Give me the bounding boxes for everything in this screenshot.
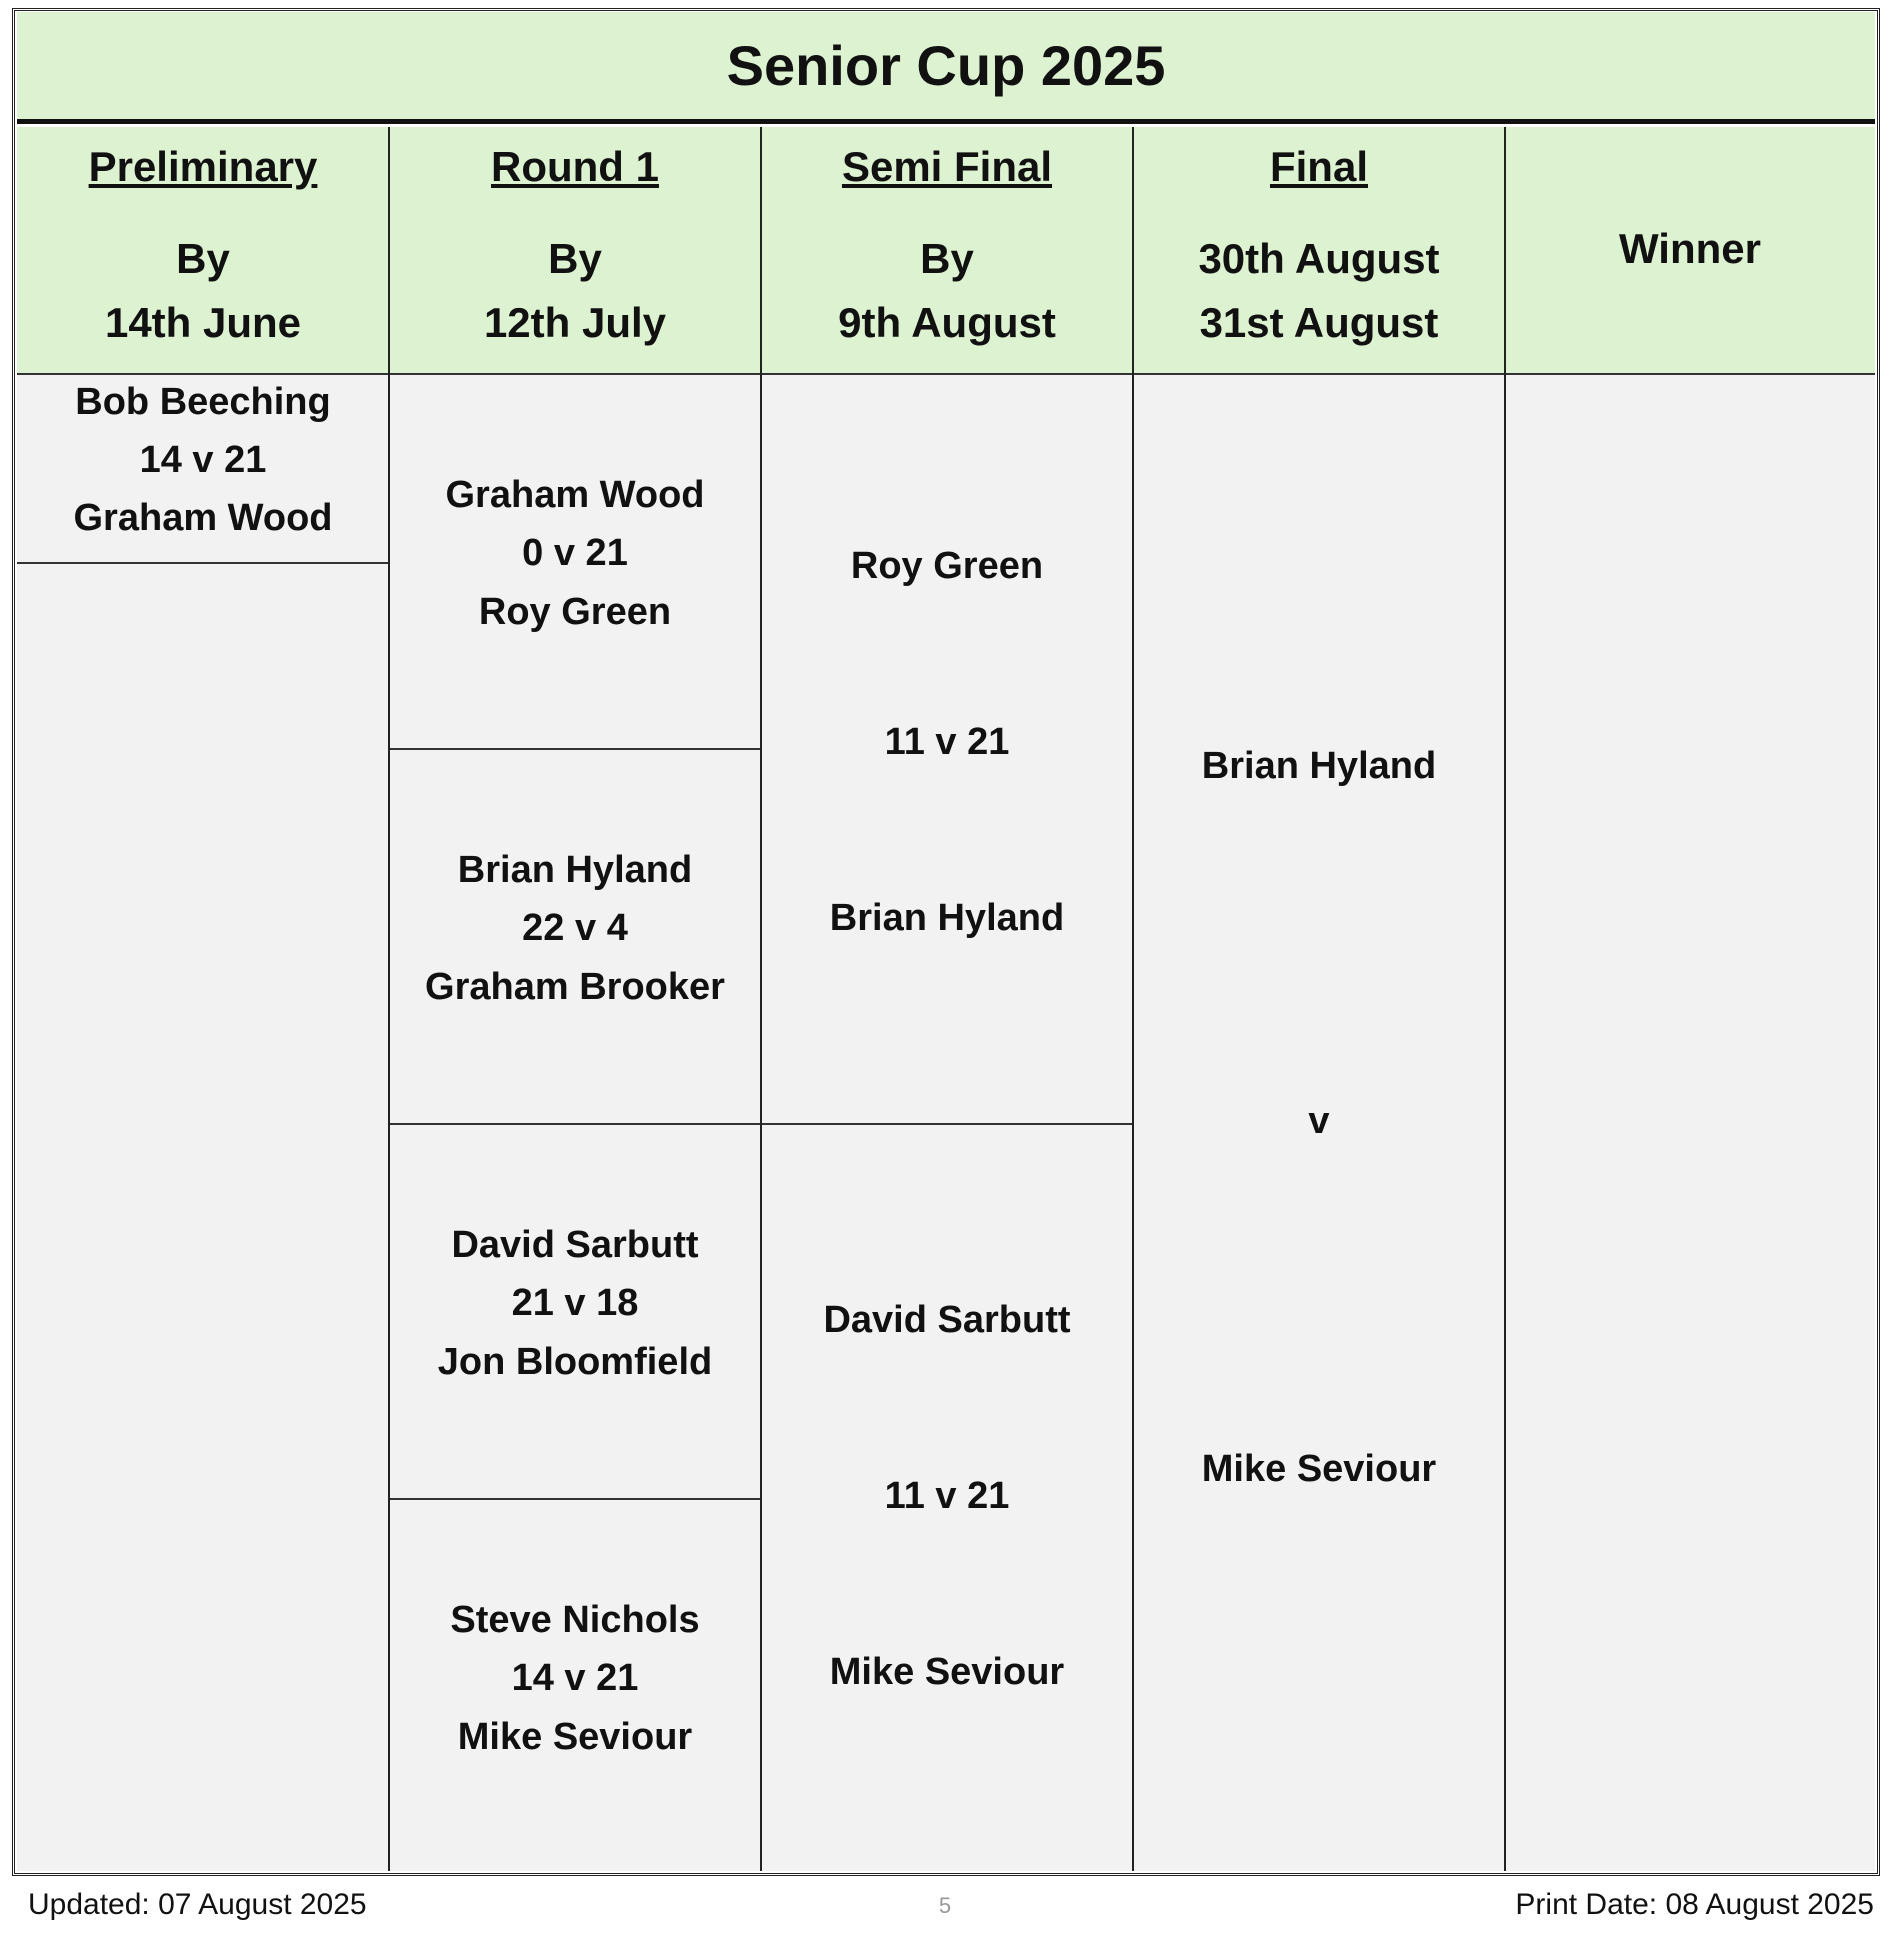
deadline-date: 12th July — [483, 299, 667, 346]
round-name: Final — [1269, 143, 1368, 190]
home-player: Bob Beeching — [75, 381, 331, 423]
away-player: Brian Hyland — [829, 897, 1065, 939]
column-round-1 — [389, 127, 761, 1871]
match-cell — [389, 750, 761, 1125]
page-title: Senior Cup 2025 — [17, 12, 1875, 124]
home-player: Graham Wood — [445, 474, 705, 516]
match-cell — [1133, 375, 1505, 1871]
column-body — [389, 375, 761, 1871]
column-header-winner — [1505, 127, 1875, 375]
match-score: 11 v 21 — [884, 1475, 1010, 1517]
match-score: 0 v 21 — [522, 532, 628, 574]
match-cell — [389, 1500, 761, 1871]
match-cell — [761, 1125, 1133, 1871]
home-player: David Sarbutt — [451, 1224, 699, 1266]
home-player: Roy Green — [850, 545, 1044, 587]
column-body — [17, 375, 389, 1871]
match-score: 14 v 21 — [511, 1657, 639, 1699]
match-cell — [761, 375, 1133, 1125]
round-name: Round 1 — [491, 143, 659, 190]
round-name: Semi Final — [841, 143, 1053, 190]
away-player: Mike Seviour — [457, 1716, 693, 1758]
away-player: Mike Seviour — [1201, 1448, 1437, 1490]
deadline-prefix: By — [920, 235, 974, 282]
match-score: 11 v 21 — [884, 721, 1010, 763]
page-number: 5 — [938, 1893, 952, 1918]
match-score: v — [1308, 1100, 1330, 1142]
column-body — [1505, 375, 1875, 1871]
away-player: Graham Brooker — [425, 966, 725, 1008]
column-divider — [1132, 127, 1134, 1871]
column-header-preliminary — [17, 127, 389, 375]
match-cell — [389, 375, 761, 750]
column-winner — [1505, 127, 1875, 1871]
match-score: 14 v 21 — [139, 439, 267, 481]
deadline-date: 9th August — [838, 299, 1056, 346]
column-divider — [388, 127, 390, 1871]
away-player: Mike Seviour — [829, 1651, 1065, 1693]
deadline-prefix: By — [176, 235, 230, 282]
column-semi-final — [761, 127, 1133, 1871]
column-final — [1133, 127, 1505, 1871]
away-player: Jon Bloomfield — [437, 1341, 713, 1383]
winner-heading: Winner — [1619, 225, 1761, 272]
column-divider — [760, 127, 762, 1871]
away-player: Graham Wood — [73, 497, 333, 539]
match-score: 21 v 18 — [511, 1282, 639, 1324]
home-player: Brian Hyland — [1201, 745, 1437, 787]
column-header-round-1 — [389, 127, 761, 375]
column-preliminary — [17, 127, 389, 1871]
home-player: Brian Hyland — [457, 849, 693, 891]
print-date: Print Date: 08 August 2025 — [1515, 1888, 1874, 1921]
deadline-prefix: By — [548, 235, 602, 282]
match-score: 22 v 4 — [522, 907, 628, 949]
final-date-1: 30th August — [1198, 235, 1440, 282]
away-player: Roy Green — [478, 591, 672, 633]
column-body — [761, 375, 1133, 1871]
updated-date: Updated: 07 August 2025 — [28, 1888, 367, 1921]
home-player: Steve Nichols — [450, 1599, 700, 1641]
round-name: Preliminary — [88, 143, 318, 190]
column-header-semi-final — [761, 127, 1133, 375]
column-divider — [1504, 127, 1506, 1871]
column-header-final — [1133, 127, 1505, 375]
column-body — [1133, 375, 1505, 1871]
match-cell — [389, 1125, 761, 1500]
final-date-2: 31st August — [1199, 299, 1439, 346]
winner-name — [1505, 1055, 1875, 1115]
home-player: David Sarbutt — [823, 1299, 1071, 1341]
deadline-date: 14th June — [104, 299, 302, 346]
match-cell — [17, 375, 389, 564]
